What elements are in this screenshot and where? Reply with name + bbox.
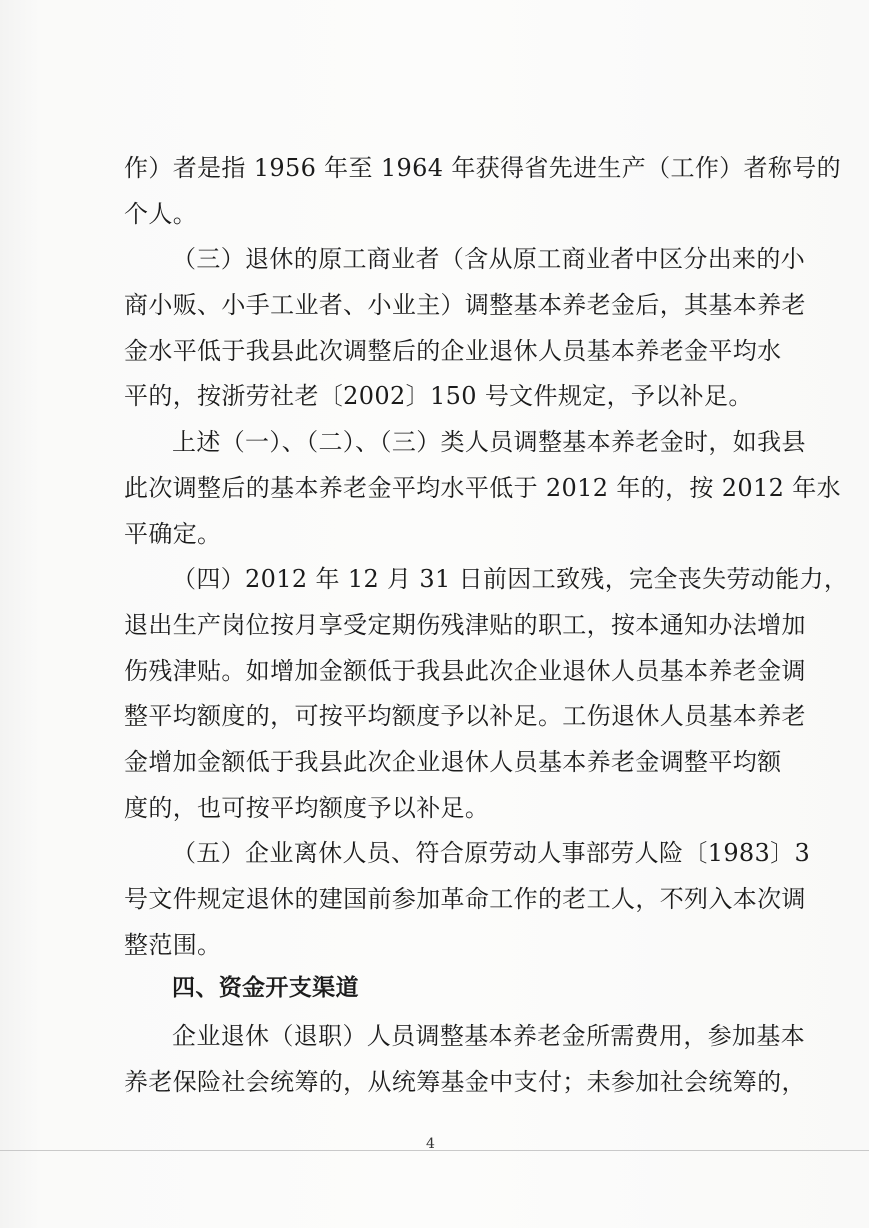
text-line-2: 个人。: [124, 200, 198, 228]
text-line-9: 平确定。: [124, 520, 222, 548]
text-line-17: 号文件规定退休的建国前参加革命工作的老工人，不列入本次调: [124, 885, 806, 913]
text-line-15: 度的，也可按平均额度予以补足。: [124, 794, 490, 822]
text-line-12: 伤残津贴。如增加金额低于我县此次企业退休人员基本养老金调: [124, 657, 806, 685]
text-line-7: 上述（一）、（二）、（三）类人员调整基本养老金时，如我县: [172, 428, 806, 456]
text-line-1: 作）者是指 1956 年至 1964 年获得省先进生产（工作）者称号的: [124, 154, 841, 182]
text-line-20: 企业退休（退职）人员调整基本养老金所需费用，参加基本: [172, 1022, 806, 1050]
text-line-8: 此次调整后的基本养老金平均水平低于 2012 年的，按 2012 年水: [124, 474, 841, 502]
text-line-16: （五）企业离休人员、符合原劳动人事部劳人险〔1983〕3: [172, 839, 811, 867]
text-line-5: 金水平低于我县此次调整后的企业退休人员基本养老金平均水: [124, 337, 782, 365]
page-number: 4: [426, 1136, 435, 1152]
section-heading-funding: 四、资金开支渠道: [172, 975, 359, 1001]
text-line-6: 平的，按浙劳社老〔2002〕150 号文件规定，予以补足。: [124, 382, 753, 410]
text-line-18: 整范围。: [124, 931, 222, 959]
text-line-3: （三）退休的原工商业者（含从原工商业者中区分出来的小: [172, 245, 806, 273]
text-line-14: 金增加金额低于我县此次企业退休人员基本养老金调整平均额: [124, 748, 782, 776]
text-line-21: 养老保险社会统筹的，从统筹基金中支付；未参加社会统筹的，: [124, 1068, 806, 1096]
text-line-4: 商小贩、小手工业者、小业主）调整基本养老金后，其基本养老: [124, 291, 806, 319]
text-line-11: 退出生产岗位按月享受定期伤残津贴的职工，按本通知办法增加: [124, 611, 806, 639]
text-line-10: （四）2012 年 12 月 31 日前因工致残，完全丧失劳动能力，: [172, 565, 849, 593]
text-line-13: 整平均额度的，可按平均额度予以补足。工伤退休人员基本养老: [124, 702, 806, 730]
